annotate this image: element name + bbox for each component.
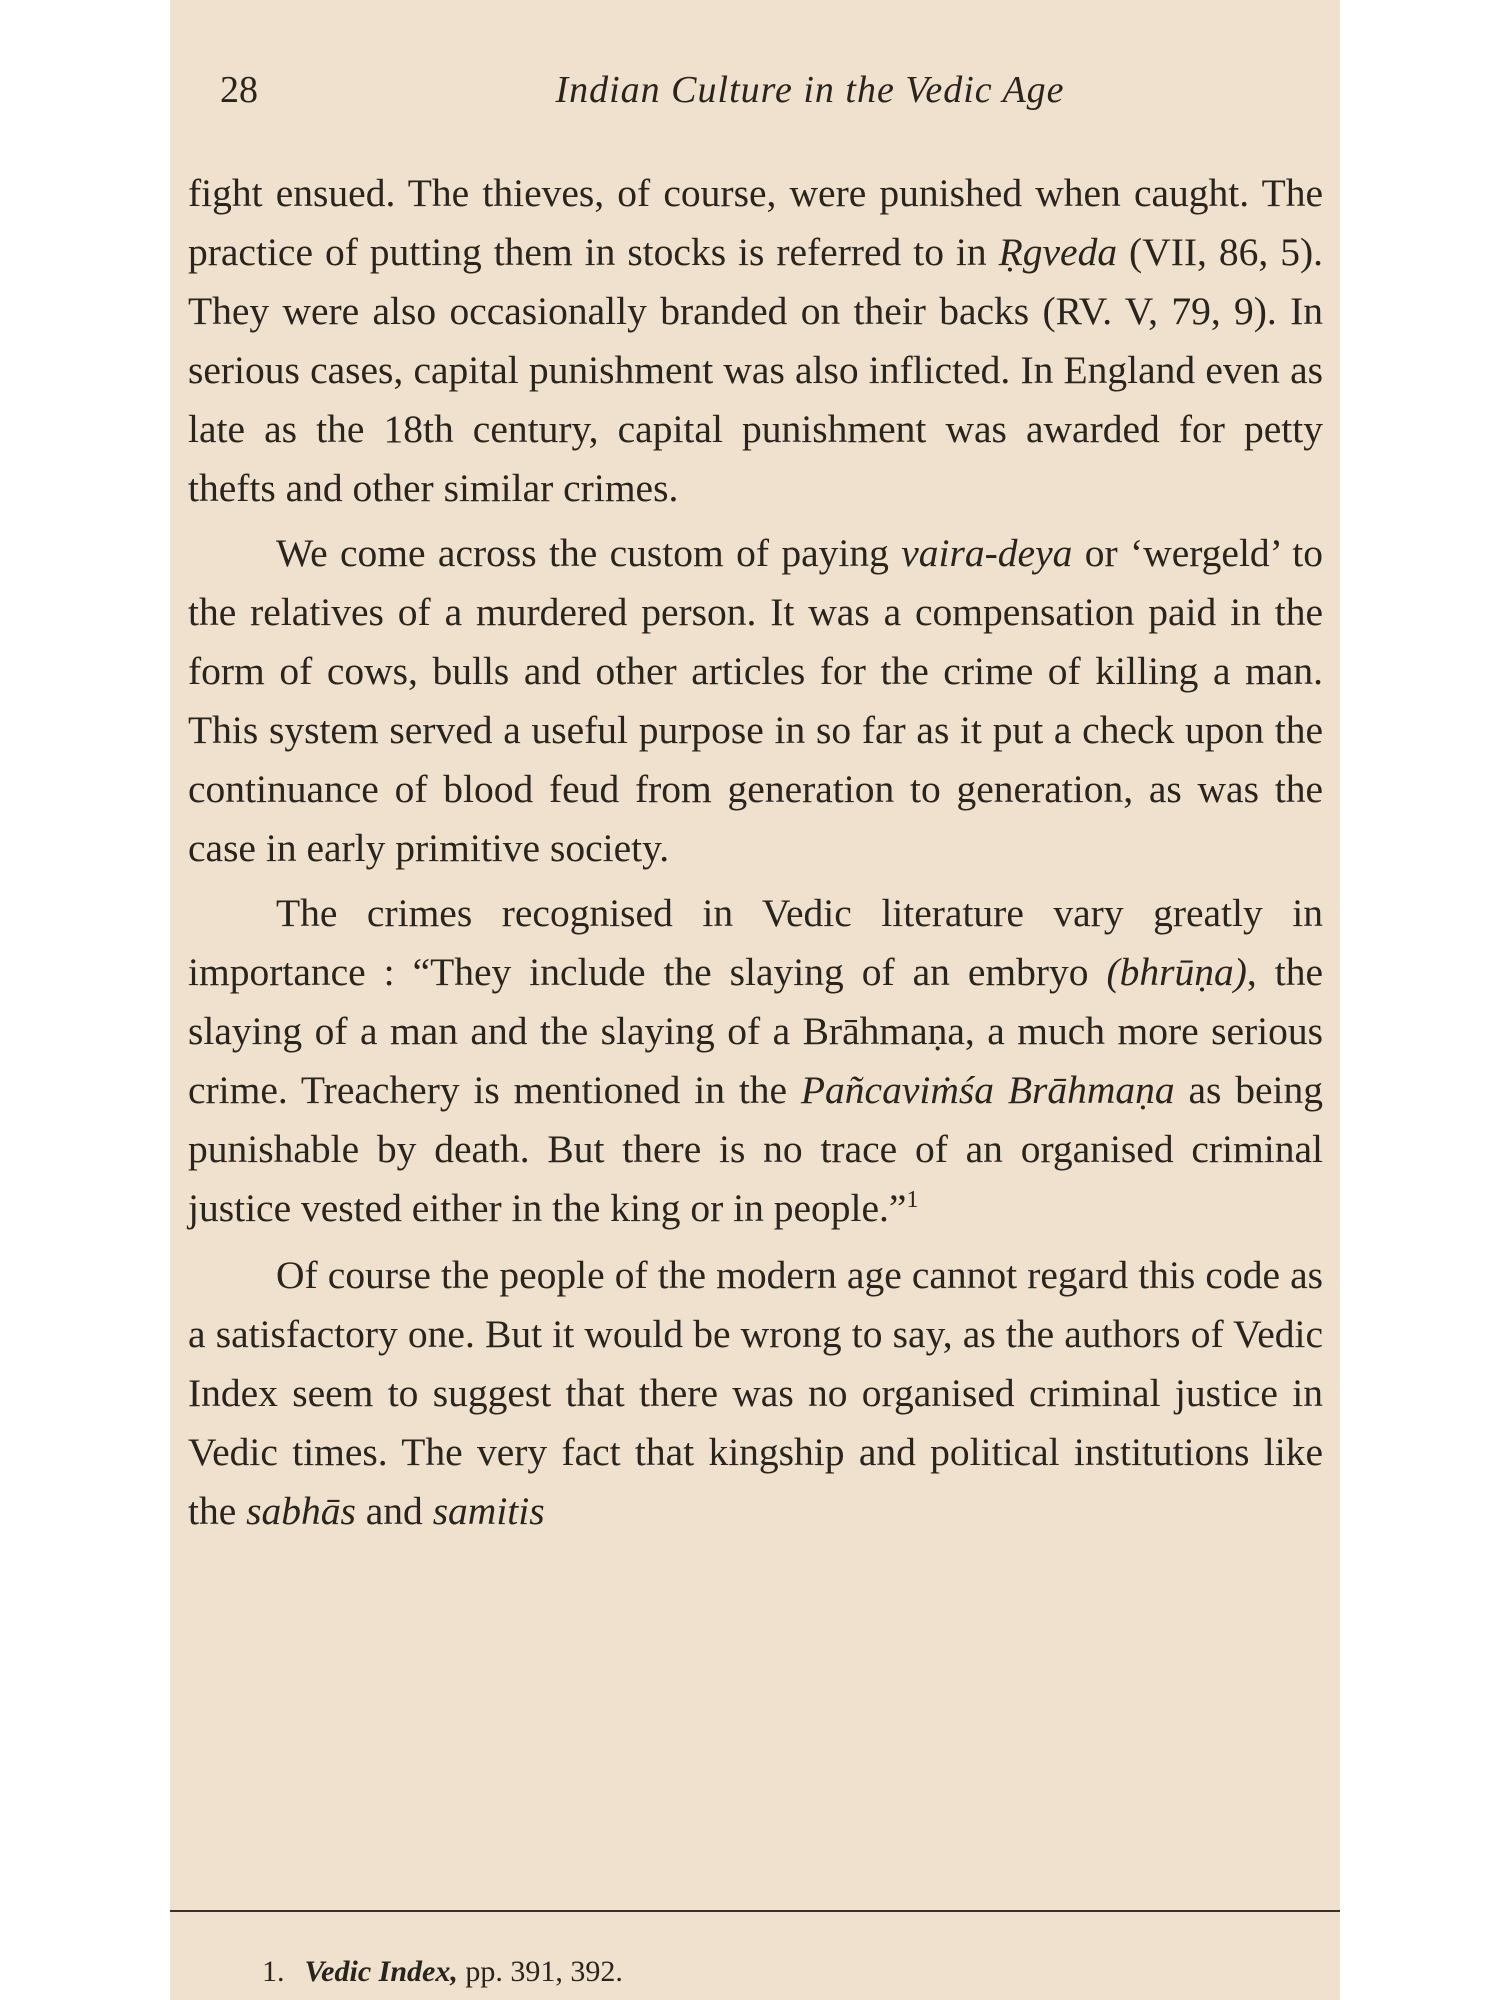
italic-term: samitis (432, 1489, 545, 1533)
paragraph-3 (188, 884, 1323, 1238)
italic-term: Ṛgveda (998, 230, 1118, 274)
text-span: , the slaying of a man and the slaying of a Brāhmaṇa, a much more serious crime. Treachery is mentioned in the (188, 950, 1323, 1112)
text-span: as being punishable by death. But there is no trace of an organised criminal justice vested either in the king or in people.” (188, 1068, 1323, 1230)
page-number: 28 (220, 69, 258, 111)
footnote-source: Vedic Index, (304, 1955, 458, 1988)
italic-term: (bhrūṇa) (1106, 950, 1247, 994)
footnote-rule (170, 1910, 1340, 1912)
footnote-pages: pp. 391, 392. (457, 1955, 623, 1988)
running-head (200, 68, 1300, 128)
footnote-number: 1. (262, 1955, 285, 1988)
paragraph-4 (188, 1246, 1323, 1541)
text-span: or ‘wergeld’ to the relatives of a murdered person. It was a compensation paid in the form of cows, bulls and other articles for the crime of killing a man. This system served a useful purpose in so far as it put a check upon the continuance of blood feud from generation to generation, as was the case in early primitive society. (188, 531, 1323, 870)
text-span: Of course the people of the modern age cannot regard this code as a satisfactory one. But it would be wrong to say, as the authors of Vedic Index seem to suggest that there was no organised criminal justice in Vedic times. The very fact that kingship and political institutions like the (188, 1253, 1323, 1533)
footnote (262, 1955, 623, 1989)
paragraph-1 (188, 164, 1323, 518)
text-span: fight ensued. The thieves, of course, were punished when caught. The practice of putting them in stocks is referred to in (188, 171, 1323, 274)
text-span: (VII, 86, 5). They were also occasionally branded on their backs (RV. V, 79, 9). In serious cases, capital punishment was also inflicted. In England even as late as the 18th century, capital punishment was awarded for petty thefts and other similar crimes. (188, 230, 1323, 510)
paragraph-2 (188, 524, 1323, 878)
text-span: The crimes recognised in Vedic literature vary greatly in importance : “They include the slaying of an embryo (188, 891, 1323, 994)
italic-term: Pañcaviṁśa Brāhmaṇa (800, 1068, 1175, 1112)
body-text (188, 164, 1323, 1547)
italic-term: sabhās (246, 1489, 356, 1533)
italic-term: vaira-deya (901, 531, 1073, 575)
text-span: We come across the custom of paying (276, 531, 902, 575)
text-span: and (355, 1489, 433, 1533)
book-page (170, 0, 1340, 2000)
footnote-ref: 1 (906, 1186, 919, 1213)
book-title: Indian Culture in the Vedic Age (555, 69, 1065, 111)
